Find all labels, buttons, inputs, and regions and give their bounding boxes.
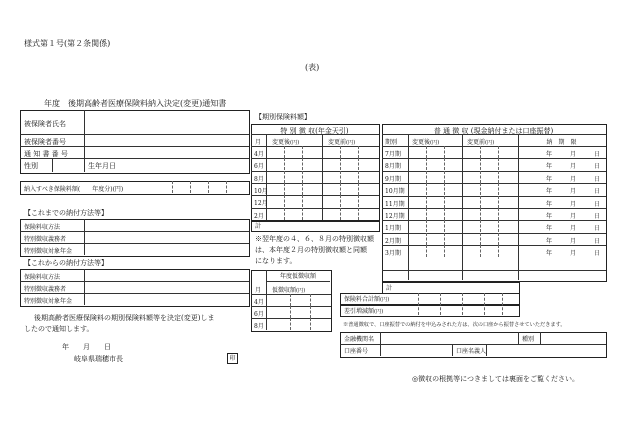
normal-due-col: 納 期 限 xyxy=(546,139,577,146)
special-row-line xyxy=(251,158,379,159)
prov-row-month: 6月 xyxy=(254,311,264,318)
normal-row-digit-sep xyxy=(426,245,427,257)
normal-row-digit-sep xyxy=(426,208,427,220)
normal-row-digit-sep xyxy=(444,183,445,195)
normal-row-digit-sep xyxy=(444,171,445,183)
account-number-label: 口座番号 xyxy=(344,348,369,355)
normal-after-col: 変更後(円) xyxy=(412,139,440,146)
note-line-2: は、本年度２月の特別徴収額と同額 xyxy=(255,246,367,254)
normal-row-due-part: 日 xyxy=(594,225,601,233)
previous-method-heading: 【これまでの納付方法等】 xyxy=(24,209,108,217)
prov-row-digit-sep xyxy=(290,294,291,306)
prov-row-month: 4月 xyxy=(254,299,264,306)
special-row-digit-sep xyxy=(284,208,285,220)
normal-row-period: 12月期 xyxy=(385,213,405,220)
special-row-digit-sep xyxy=(358,158,359,170)
special-row-digit-sep xyxy=(302,195,303,207)
decision-text-1: 後期高齢者医療保険料の期別保険料額等を決定(変更)しま xyxy=(34,314,215,322)
normal-row-due-part: 月 xyxy=(570,237,577,245)
new-method-heading: 【これからの納付方法等】 xyxy=(24,259,108,267)
special-row-digit-sep xyxy=(284,183,285,195)
document-title: 年度 後期高齢者医療保険料納入決定(変更)通知書 xyxy=(44,99,227,108)
normal-row-digit-sep xyxy=(444,233,445,245)
special-row-digit-sep xyxy=(340,171,341,183)
special-row-digit-sep xyxy=(340,158,341,170)
normal-row-digit-sep xyxy=(498,245,499,257)
prov-row-line xyxy=(251,294,331,295)
notice-number-label: 通 知 書 番 号 xyxy=(24,150,68,158)
special-row-digit-sep xyxy=(340,146,341,158)
normal-row-due-part: 日 xyxy=(594,151,601,158)
normal-row-period: 1月期 xyxy=(385,225,401,233)
normal-row-due-part: 日 xyxy=(594,175,601,183)
normal-row-line xyxy=(382,208,606,209)
normal-row-period: 8月期 xyxy=(385,163,401,171)
new-method-label: 保険料収方法 xyxy=(24,274,61,281)
normal-row-digit-sep xyxy=(498,158,499,170)
prov-row-digit-sep xyxy=(310,318,311,330)
premium-total-label: 保険料合計額(円) xyxy=(344,296,390,303)
special-before-col: 変更前(円) xyxy=(328,139,356,146)
normal-row-due-part: 年 xyxy=(546,237,553,245)
normal-row-due-part: 日 xyxy=(594,250,601,258)
special-row-digit-sep xyxy=(302,208,303,220)
special-after-col: 変更後(円) xyxy=(272,139,300,146)
period-premium-heading: 【期別保険料額】 xyxy=(255,113,311,121)
special-row-line xyxy=(251,195,379,196)
normal-row-digit-sep xyxy=(480,196,481,208)
normal-row-digit-sep xyxy=(426,171,427,183)
new-pension-label: 特別徴収対象年金 xyxy=(24,298,73,305)
special-row-month: 8月 xyxy=(254,175,264,183)
normal-row-digit-sep xyxy=(480,208,481,220)
special-row-digit-sep xyxy=(284,171,285,183)
special-row-month: 12月 xyxy=(254,200,268,208)
normal-row-digit-sep xyxy=(498,220,499,232)
normal-row-digit-sep xyxy=(444,146,445,158)
normal-row-due-part: 年 xyxy=(546,225,553,233)
note-line-3: になります。 xyxy=(255,257,297,265)
normal-row-due-part: 年 xyxy=(546,213,553,220)
normal-row-due-part: 年 xyxy=(546,163,553,171)
normal-row-line xyxy=(382,158,606,159)
special-row-month: 2月 xyxy=(254,212,264,220)
normal-row-digit-sep xyxy=(498,183,499,195)
normal-row-line xyxy=(382,146,606,147)
page-side: (表) xyxy=(305,63,320,72)
normal-row-due-part: 年 xyxy=(546,250,553,258)
normal-row-due-part: 月 xyxy=(570,163,577,171)
normal-row-period: 3月期 xyxy=(385,250,401,258)
increase-decrease-label: 差引増減額(円) xyxy=(344,308,384,315)
special-row-digit-sep xyxy=(284,195,285,207)
normal-row-digit-sep xyxy=(426,233,427,245)
normal-row-due-part: 年 xyxy=(546,175,553,183)
decision-text-2: したので通知します。 xyxy=(24,325,94,333)
normal-row-digit-sep xyxy=(426,183,427,195)
special-row-line xyxy=(251,146,379,147)
normal-row-due-part: 月 xyxy=(570,225,577,233)
special-row-digit-sep xyxy=(302,158,303,170)
prov-row-line xyxy=(251,306,331,307)
amount-due-label: 納入すべき保険料額( 年度分)(円) xyxy=(24,186,124,193)
normal-row-period: 10月期 xyxy=(385,188,405,196)
special-collection-header: 特 別 徴 収(年金天引) xyxy=(280,127,349,135)
normal-row-line xyxy=(382,220,606,221)
dob-label: 生年月日 xyxy=(88,162,116,170)
normal-row-digit-sep xyxy=(480,146,481,158)
special-row-line xyxy=(251,171,379,172)
normal-row-digit-sep xyxy=(444,208,445,220)
normal-row-due-part: 月 xyxy=(570,188,577,196)
normal-before-col: 変更前(円) xyxy=(467,139,495,146)
note-line-1: ※翌年度の４、６、８月の特別徴収額 xyxy=(255,235,374,243)
special-row-digit-sep xyxy=(358,208,359,220)
normal-collection-header: 普 通 徴 収 (現金納付または口座振替) xyxy=(433,127,554,135)
normal-row-digit-sep xyxy=(480,220,481,232)
insured-number-label: 被保険者番号 xyxy=(24,138,66,146)
normal-row-due-part: 日 xyxy=(594,237,601,245)
account-kind-label: 種別 xyxy=(522,336,535,343)
prov-row-digit-sep xyxy=(290,306,291,318)
new-payer-label: 特別徴収義務者 xyxy=(24,286,67,293)
special-month-col: 月 xyxy=(255,139,262,146)
normal-row-digit-sep xyxy=(480,245,481,257)
bank-transfer-note: ※普通徴収で、口座振替での納付を申込みされた方は、次の口座から振替させていただきます。 xyxy=(343,322,566,328)
normal-row-period: 9月期 xyxy=(385,175,401,183)
special-row-digit-sep xyxy=(340,195,341,207)
normal-row-digit-sep xyxy=(426,196,427,208)
normal-row-digit-sep xyxy=(498,233,499,245)
special-row-month: 4月 xyxy=(254,151,264,158)
normal-row-due-part: 日 xyxy=(594,213,601,220)
special-row-digit-sep xyxy=(302,183,303,195)
normal-row-digit-sep xyxy=(444,220,445,232)
prov-row-digit-sep xyxy=(310,306,311,318)
normal-row-due-part: 年 xyxy=(546,200,553,208)
normal-row-line xyxy=(382,183,606,184)
special-row-digit-sep xyxy=(340,208,341,220)
special-row-digit-sep xyxy=(284,158,285,170)
normal-row-digit-sep xyxy=(444,158,445,170)
normal-row-digit-sep xyxy=(426,146,427,158)
normal-row-due-part: 年 xyxy=(546,151,553,158)
prov-row-digit-sep xyxy=(310,294,311,306)
prev-pension-label: 特別徴収対象年金 xyxy=(24,248,73,255)
normal-row-digit-sep xyxy=(480,171,481,183)
sex-label: 性別 xyxy=(24,162,38,170)
normal-row-digit-sep xyxy=(480,158,481,170)
special-total-label: 計 xyxy=(255,223,262,230)
normal-row-due-part: 月 xyxy=(570,213,577,220)
normal-row-due-part: 日 xyxy=(594,188,601,196)
mayor-name: 岐阜県瑞穂市長 xyxy=(74,355,123,363)
prov-row-line xyxy=(251,318,331,319)
normal-row-digit-sep xyxy=(426,220,427,232)
normal-row-digit-sep xyxy=(498,146,499,158)
basis-note: ◎徴収の根拠等につきましては裏面をご覧ください。 xyxy=(412,375,579,383)
normal-period-col: 期別 xyxy=(385,139,398,146)
normal-row-due-part: 月 xyxy=(570,151,577,158)
normal-row-period: 2月期 xyxy=(385,237,401,245)
special-row-line xyxy=(251,208,379,209)
normal-row-digit-sep xyxy=(498,171,499,183)
special-row-month: 6月 xyxy=(254,163,264,171)
issue-date: 年 月 日 xyxy=(62,343,111,351)
normal-row-digit-sep xyxy=(480,233,481,245)
seal-mark: 印 xyxy=(227,353,238,364)
special-row-month: 10月 xyxy=(254,187,268,195)
form-number: 様式第１号(第２条関係) xyxy=(24,39,111,48)
normal-total-label: 計 xyxy=(386,285,393,292)
normal-row-digit-sep xyxy=(426,158,427,170)
special-row-digit-sep xyxy=(358,146,359,158)
normal-row-due-part: 月 xyxy=(570,250,577,258)
normal-row-line xyxy=(382,245,606,246)
normal-row-digit-sep xyxy=(498,208,499,220)
normal-row-digit-sep xyxy=(480,183,481,195)
special-row-digit-sep xyxy=(340,183,341,195)
normal-row-period: 11月期 xyxy=(385,200,405,208)
provisional-title: 年度仮徴収額 xyxy=(279,273,316,280)
prev-method-label: 保険料収方法 xyxy=(24,224,61,231)
special-row-digit-sep xyxy=(358,171,359,183)
insured-name-label: 被保険者氏名 xyxy=(24,120,66,128)
normal-row-digit-sep xyxy=(444,245,445,257)
normal-row-line xyxy=(382,233,606,234)
normal-row-due-part: 日 xyxy=(594,163,601,171)
prov-row-month: 8月 xyxy=(254,323,264,330)
special-row-digit-sep xyxy=(302,171,303,183)
account-holder-label: 口座名義人 xyxy=(456,348,487,355)
special-row-digit-sep xyxy=(302,146,303,158)
special-row-digit-sep xyxy=(358,183,359,195)
special-row-digit-sep xyxy=(284,146,285,158)
normal-row-digit-sep xyxy=(498,196,499,208)
normal-row-due-part: 月 xyxy=(570,175,577,183)
prov-month-col: 月 xyxy=(255,287,262,294)
normal-row-due-part: 日 xyxy=(594,200,601,208)
normal-row-line xyxy=(382,196,606,197)
prev-payer-label: 特別徴収義務者 xyxy=(24,236,67,243)
normal-row-period: 7月期 xyxy=(385,151,401,158)
bank-name-label: 金融機関名 xyxy=(344,336,375,343)
normal-row-line xyxy=(382,171,606,172)
special-row-digit-sep xyxy=(358,195,359,207)
prov-amount-col: 仮徴収額(円) xyxy=(272,287,306,294)
special-total-row xyxy=(251,220,380,232)
normal-row-due-part: 月 xyxy=(570,200,577,208)
normal-row-digit-sep xyxy=(444,196,445,208)
normal-row-due-part: 年 xyxy=(546,188,553,196)
special-row-line xyxy=(251,183,379,184)
prov-row-digit-sep xyxy=(290,318,291,330)
